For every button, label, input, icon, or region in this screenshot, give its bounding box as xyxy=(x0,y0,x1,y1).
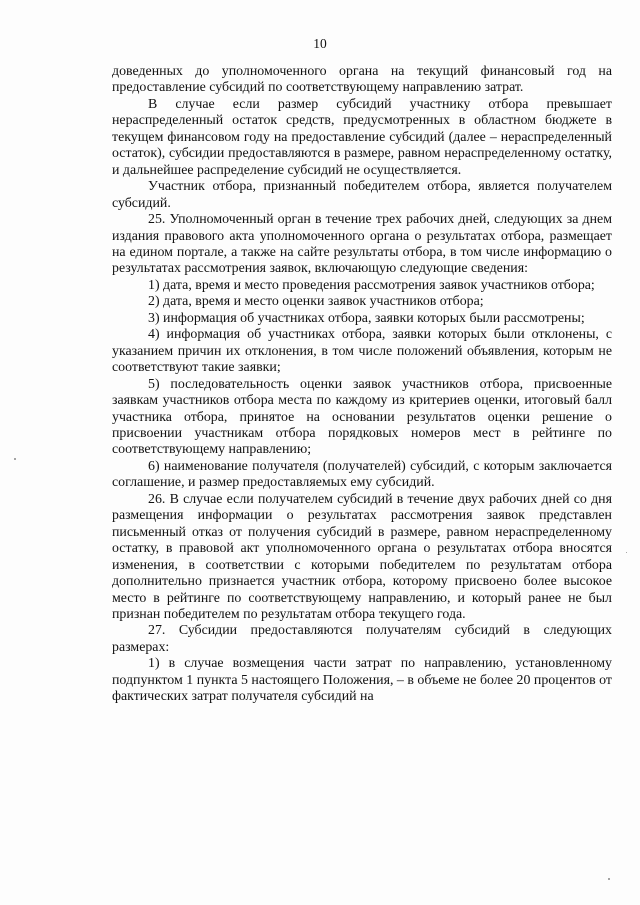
paragraph-27: 27. Субсидии предоставляются получателям субсидий в следующих размерах: xyxy=(112,623,612,655)
list-item-25-4: 4) информация об участниках отбора, заявки которых были отклонены, с указанием причин их отклонения, в том числе положений объявления, которым не соответствуют такие заявки; xyxy=(112,327,612,376)
paragraph-26: 26. В случае если получателем субсидий в течение двух рабочих дней со дня размещения информации о результатах рассмотрения заявок представлен письменный отказ от получения субсидий в размере, равном нераспределенному остатку, в правовой акт уполномоченного органа о результатах отбора вносятся изменения, в соответствии с которыми победителем по результатам отбора дополнительно признается участник отбора, которому присвоено более высокое место в рейтинге по соответствующему направлению, и который ранее не был признан победителем по результатам отбора текущего года. xyxy=(112,491,612,622)
list-item-25-3: 3) информация об участниках отбора, заявки которых были рассмотрены; xyxy=(148,310,585,326)
list-item-25-2: 2) дата, время и место оценки заявок участников отбора; xyxy=(148,294,484,310)
list-item-25-1: 1) дата, время и место проведения рассмотрения заявок участников отбора; xyxy=(148,277,595,293)
paragraph-continuation: доведенных до уполномоченного органа на текущий финансовый год на предоставление субсидий по соответствующему направлению затрат. xyxy=(112,64,612,96)
document-body xyxy=(112,64,612,706)
paragraph-undistributed-balance: В случае если размер субсидий участнику отбора превышает нераспределенный остаток средств, предусмотренных в областном бюджете в текущем финансовом году на предоставление субсидий (далее – нераспределенный остаток), субсидии предоставляются в размере, равном нераспределенному остатку, и дальнейшее распределение субсидий не осуществляется. xyxy=(112,96,612,178)
list-item-25-6: 6) наименование получателя (получателей) субсидий, с которым заключается соглашение, и размер предоставляемых ему субсидий. xyxy=(112,458,612,491)
scan-speck xyxy=(608,878,610,880)
scan-speck xyxy=(626,552,627,553)
page-number: 10 xyxy=(313,36,327,51)
paragraph-25: 25. Уполномоченный орган в течение трех рабочих дней, следующих за днем издания правового акта уполномоченного органа о результатах отбора, размещает на едином портале, а также на сайте результаты отбора, в том числе информацию о результатах рассмотрения заявок, включающую следующие сведения: xyxy=(112,212,612,277)
list-item-27-1: 1) в случае возмещения части затрат по направлению, установленному подпунктом 1 пункта 5 настоящего Положения, – в объеме не более 20 процентов от фактических затрат получателя субсидий на xyxy=(112,656,612,705)
list-item-25-5: 5) последовательность оценки заявок участников отбора, присвоенные заявкам участников отбора места по каждому из критериев оценки, итоговый балл участника отбора, принятое на основании результатов оценки решение о присвоении участникам отбора порядковых номеров мест в рейтинге по соответствующему направлению; xyxy=(112,376,612,458)
scan-speck xyxy=(14,458,16,460)
paragraph-winner: Участник отбора, признанный победителем отбора, является получателем субсидий. xyxy=(112,179,612,211)
